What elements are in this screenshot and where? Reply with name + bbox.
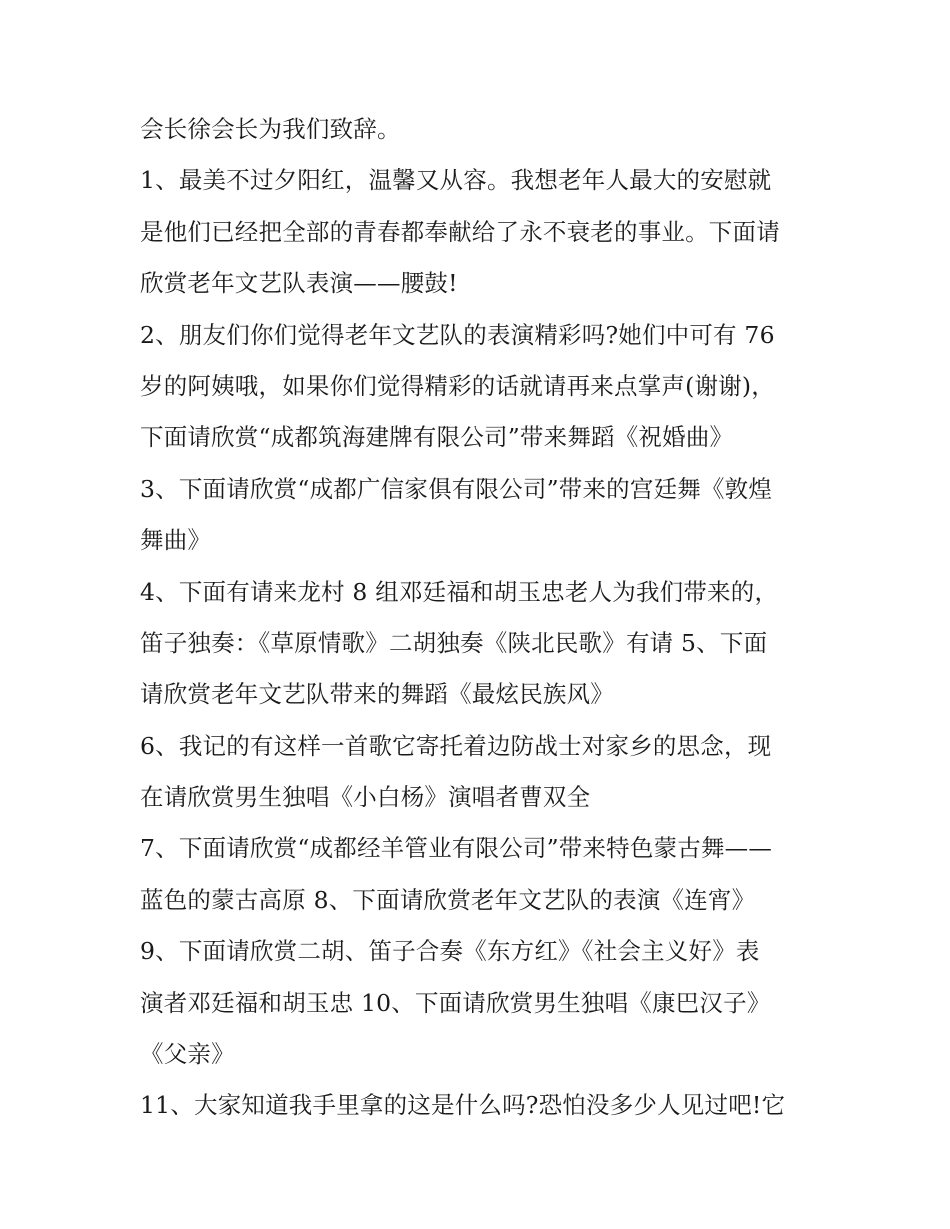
text-line: 7、下面请欣赏“成都经羊管业有限公司”带来特色蒙古舞—— bbox=[140, 834, 773, 863]
text-line: 11、大家知道我手里拿的这是什么吗?恐怕没多少人见过吧!它 bbox=[140, 1091, 786, 1120]
text-line: 演者邓廷福和胡玉忠 10、下面请欣赏男生独唱《康巴汉子》 bbox=[140, 988, 771, 1017]
text-line: 3、下面请欣赏“成都广信家俱有限公司”带来的宫廷舞《敦煌 bbox=[140, 474, 773, 503]
text-line: 在请欣赏男生独唱《小白杨》演唱者曹双全 bbox=[140, 783, 591, 812]
text-line: 请欣赏老年文艺队带来的舞蹈《最炫民族风》 bbox=[140, 680, 614, 709]
document-body bbox=[140, 104, 820, 1132]
text-line: 舞曲》 bbox=[140, 526, 212, 555]
text-line: 1、最美不过夕阳红，温馨又从容。我想老年人最大的安慰就 bbox=[140, 166, 772, 195]
text-line: 会长徐会长为我们致辞。 bbox=[140, 115, 401, 143]
text-line: 《父亲》 bbox=[140, 1040, 235, 1069]
text-line: 4、下面有请来龙村 8 组邓廷福和胡玉忠老人为我们带来的， bbox=[140, 577, 779, 606]
text-line: 是他们已经把全部的青春都奉献给了永不衰老的事业。下面请 bbox=[140, 217, 780, 246]
text-line: 6、我记的有这样一首歌它寄托着边防战士对家乡的思念，现 bbox=[140, 731, 772, 760]
text-line: 蓝色的蒙古高原 8、下面请欣赏老年文艺队的表演《连宵》 bbox=[140, 885, 756, 914]
text-line: 笛子独奏：《草原情歌》二胡独奏《陕北民歌》有请 5、下面 bbox=[140, 628, 768, 657]
text-line: 下面请欣赏“成都筑海建牌有限公司”带来舞蹈《祝婚曲》 bbox=[140, 423, 734, 452]
text-line: 9、下面请欣赏二胡、笛子合奏《东方红》《社会主义好》表 bbox=[140, 937, 760, 966]
text-line: 2、朋友们你们觉得老年文艺队的表演精彩吗?她们中可有 76 bbox=[140, 320, 775, 349]
text-line: 欣赏老年文艺队表演——腰鼓! bbox=[140, 269, 458, 298]
text-line: 岁的阿姨哦，如果你们觉得精彩的话就请再来点掌声(谢谢)， bbox=[140, 371, 775, 400]
